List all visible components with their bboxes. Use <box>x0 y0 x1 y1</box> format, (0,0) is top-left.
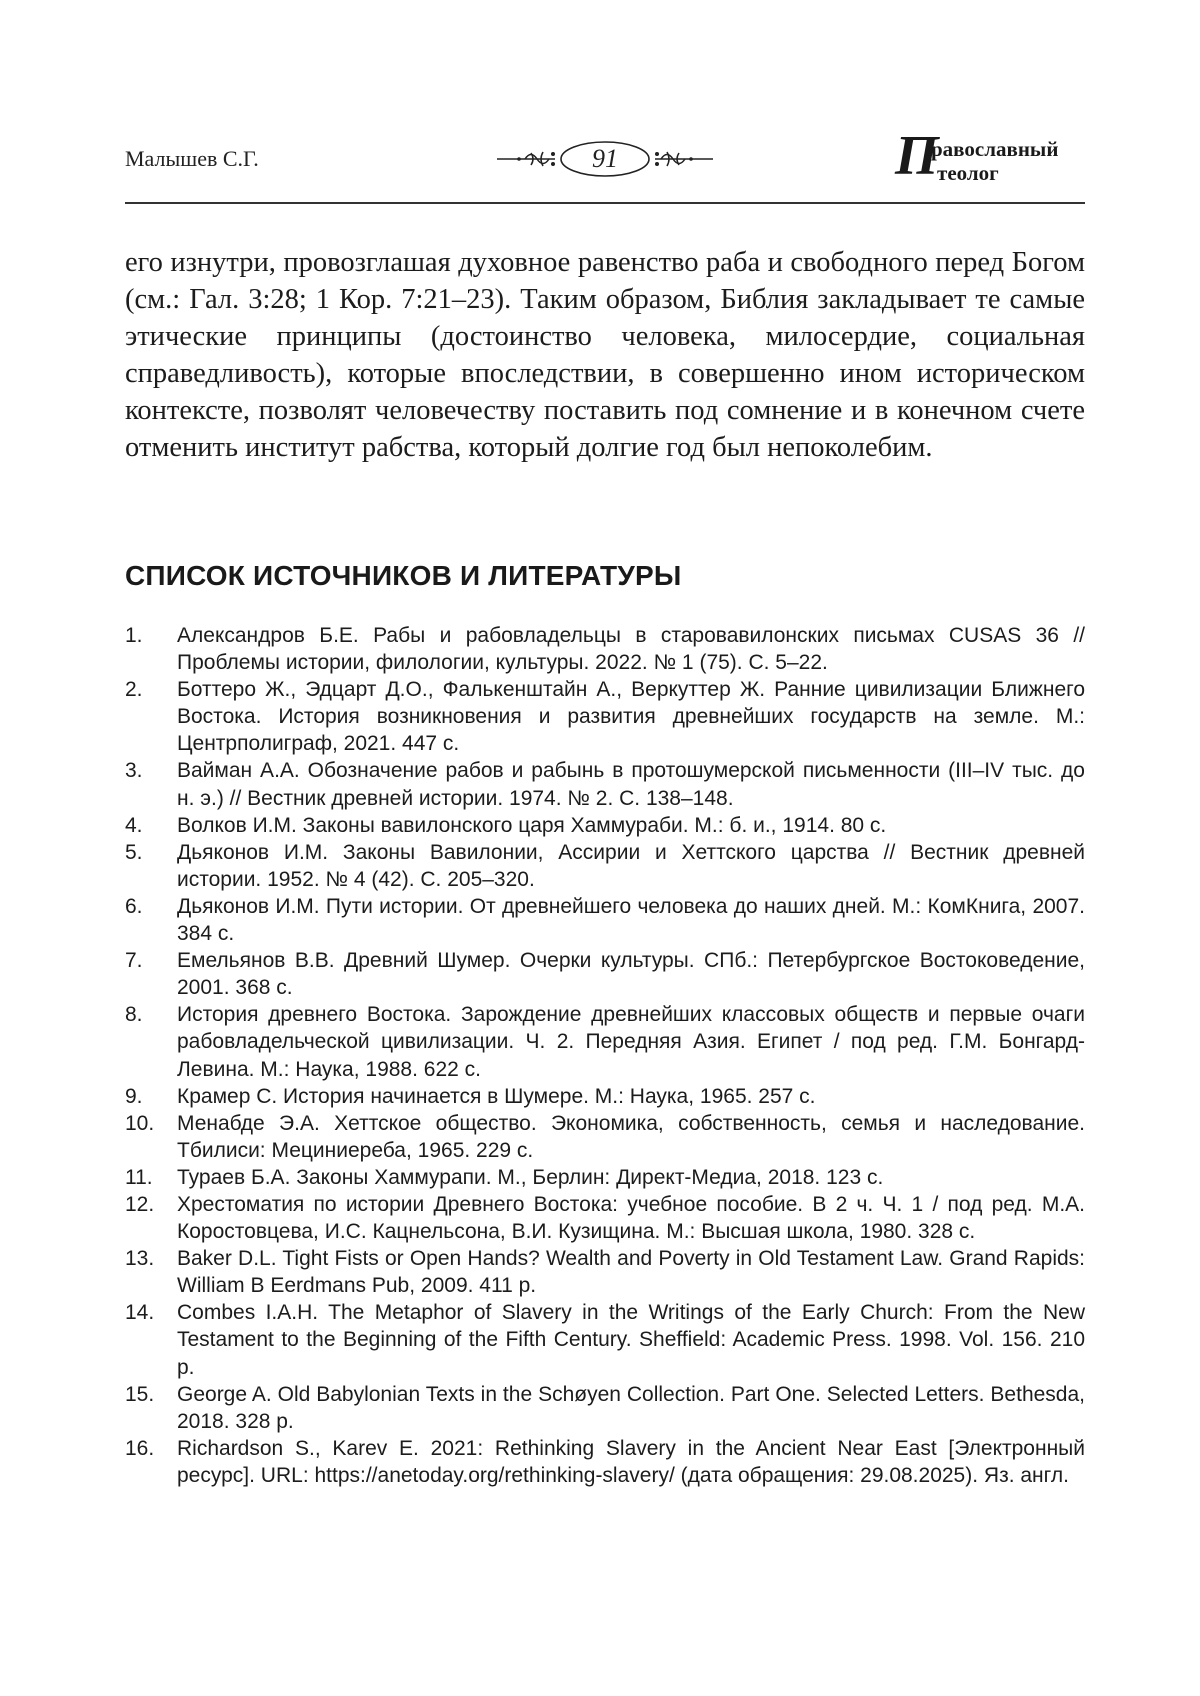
reference-number: 10. <box>125 1111 155 1135</box>
reference-number: 9. <box>125 1084 143 1108</box>
reference-number: 2. <box>125 678 143 702</box>
reference-text: Baker D.L. Tight Fists or Open Hands? Wealth and Poverty in Old Testament Law. Grand Rapids: William B Eerdmans Pub, 2009. 411 p. <box>177 1247 1085 1298</box>
reference-item <box>125 676 1085 757</box>
reference-item <box>125 1299 1085 1380</box>
page-header <box>125 125 1085 202</box>
reference-text: Вайман А.А. Обозначение рабов и рабынь в протошумерской письменности (III–IV тыс. до н. э.) // Вестник древней истории. 1974. № 2. С. 138–148. <box>177 759 1085 810</box>
reference-item <box>125 1381 1085 1435</box>
reference-item <box>125 893 1085 947</box>
reference-item <box>125 1245 1085 1299</box>
reference-text: Крамер С. История начинается в Шумере. М.: Наука, 1965. 257 с. <box>177 1084 816 1108</box>
reference-text: Волков И.М. Законы вавилонского царя Хаммураби. М.: б. и., 1914. 80 с. <box>177 813 887 837</box>
reference-item <box>125 812 1085 839</box>
references-heading: СПИСОК ИСТОЧНИКОВ И ЛИТЕРАТУРЫ <box>125 560 682 591</box>
reference-text: Александров Б.Е. Рабы и рабовладельцы в старовавилонских письмах CUSAS 36 // Проблемы истории, филологии, культуры. 2022. № 1 (75). С. 5–22. <box>177 624 1085 675</box>
body-paragraph: его изнутри, провозглашая духовное равенство раба и свободного перед Богом (см.: Гал. 3:28; 1 Кор. 7:21–23). Таким образом, Библия закладывает те самые этические принципы (достоинство человека, милосердие, социальная справедливость), которые впоследствии, в совершенно ином историческом контексте, позволят человечеству поставить под сомнение и в конечном счете отменить институт рабства, который долгие год был непоколебим. <box>125 247 1085 463</box>
references-list <box>125 622 1085 1489</box>
reference-text: Richardson S., Karev E. 2021: Rethinking Slavery in the Ancient Near East [Электронный ресурс]. URL: https://anetoday.org/rethinking-slavery/ (дата обращения: 29.08.2025). Яз. англ. <box>177 1436 1085 1487</box>
header-divider <box>125 202 1085 204</box>
reference-text: Тураев Б.А. Законы Хаммурапи. М., Берлин: Директ-Медиа, 2018. 123 с. <box>177 1165 884 1189</box>
reference-number: 3. <box>125 759 143 783</box>
reference-number: 16. <box>125 1436 155 1460</box>
reference-number: 15. <box>125 1382 155 1406</box>
reference-number: 13. <box>125 1247 155 1271</box>
reference-item <box>125 1435 1085 1489</box>
reference-number: 12. <box>125 1192 155 1216</box>
reference-number: 5. <box>125 840 143 864</box>
reference-text: Дьяконов И.М. Законы Вавилонии, Ассирии и Хеттского царства // Вестник древней истории. 1952. № 4 (42). С. 205–320. <box>177 840 1085 891</box>
reference-item <box>125 1083 1085 1110</box>
reference-text: George A. Old Babylonian Texts in the Schøyen Collection. Part One. Selected Letters. Bethesda, 2018. 328 p. <box>177 1382 1085 1433</box>
reference-item <box>125 839 1085 893</box>
journal-page <box>125 0 1085 1696</box>
reference-item <box>125 1001 1085 1082</box>
running-author: Малышев С.Г. <box>125 146 259 171</box>
reference-number: 4. <box>125 813 143 837</box>
reference-item <box>125 1110 1085 1164</box>
journal-logo <box>895 125 1085 192</box>
reference-number: 11. <box>125 1165 153 1189</box>
reference-number: 8. <box>125 1003 143 1027</box>
logo-initial: П <box>895 125 939 187</box>
logo-title-line2: теолог <box>937 161 999 185</box>
reference-text: Менабде Э.А. Хеттское общество. Экономика, собственность, семья и наследование. Тбилиси: Мециниереба, 1965. 229 с. <box>177 1111 1085 1162</box>
reference-number: 6. <box>125 894 143 918</box>
reference-text: История древнего Востока. Зарождение древнейших классовых обществ и первые очаги рабовладельческой цивилизации. Ч. 2. Передняя Азия. Египет / под ред. Г.М. Бонгард-Левина. М.: Наука, 1988. 622 с. <box>177 1003 1085 1081</box>
reference-item <box>125 757 1085 811</box>
reference-number: 1. <box>125 624 143 647</box>
reference-number: 7. <box>125 949 143 973</box>
reference-text: Емельянов В.В. Древний Шумер. Очерки культуры. СПб.: Петербургское Востоковедение, 2001. 368 с. <box>177 949 1085 1000</box>
reference-item <box>125 1164 1085 1191</box>
reference-text: Боттеро Ж., Эдцарт Д.О., Фалькенштайн А., Веркуттер Ж. Ранние цивилизации Ближнего Востока. История возникновения и развития древнейших государств на земле. М.: Центрполиграф, 2021. 447 с. <box>177 678 1085 756</box>
reference-text: Combes I.A.H. The Metaphor of Slavery in the Writings of the Early Church: From the New Testament to the Beginning of the Fifth Century. Sheffield: Academic Press. 1998. Vol. 156. 210 p. <box>177 1301 1085 1379</box>
page-number-ornament <box>495 138 715 180</box>
reference-text: Дьяконов И.М. Пути истории. От древнейшего человека до наших дней. М.: КомКнига, 2007. 384 с. <box>177 894 1085 946</box>
reference-number: 14. <box>125 1301 155 1325</box>
reference-item <box>125 622 1085 676</box>
reference-item <box>125 1191 1085 1245</box>
reference-item <box>125 947 1085 1001</box>
reference-text: Хрестоматия по истории Древнего Востока: учебное пособие. В 2 ч. Ч. 1 / под ред. М.А. Коростовцева, И.С. Кацнельсона, В.И. Кузищина. М.: Высшая школа, 1980. 328 с. <box>177 1192 1085 1244</box>
page-number: 91 <box>592 144 618 173</box>
logo-title-line1: равославный <box>931 137 1059 161</box>
